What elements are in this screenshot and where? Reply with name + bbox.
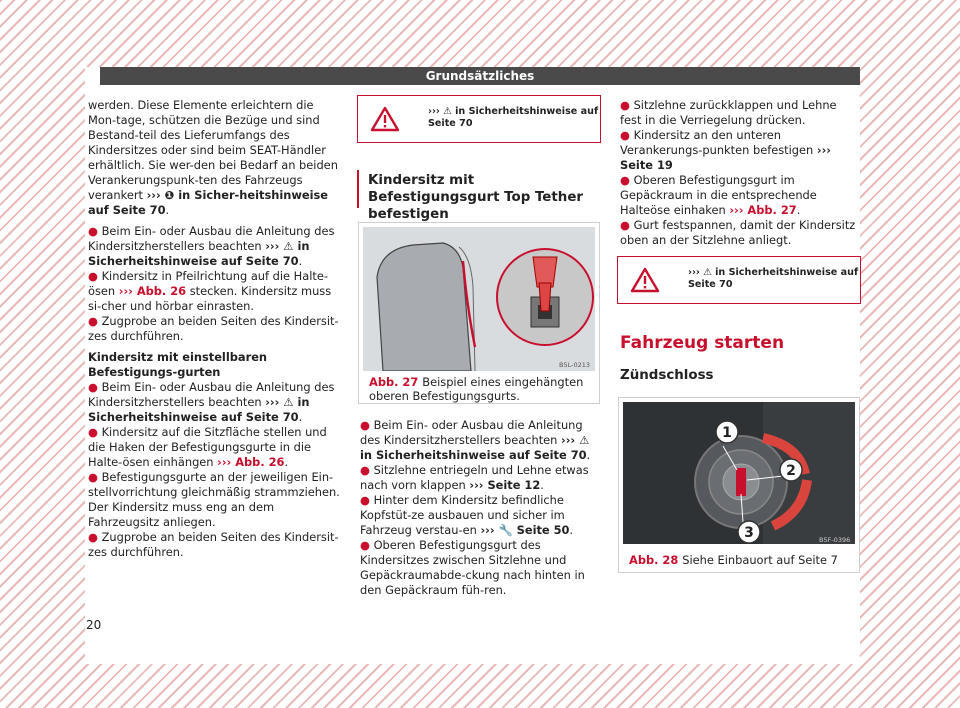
figure-reference[interactable]: ››› Abb. 26 xyxy=(118,284,187,298)
list-item-text: Kindersitz in Pfeilrichtung auf die Halte-ösen xyxy=(88,269,328,298)
page-number: 20 xyxy=(86,618,102,632)
chapter-heading: Fahrzeug starten xyxy=(620,333,785,353)
section-header: Grundsätzliches xyxy=(100,67,860,85)
section-heading: Kindersitz mit Befestigungsgurt Top Tether befestigen xyxy=(368,173,584,222)
ignition-lock-illustration xyxy=(623,402,855,544)
warning-text-line: Seite 70 xyxy=(688,279,733,290)
paragraph-text: werden. Diese Elemente erleichtern die Mon-tage, schützen die Bezüge und sind Bestand-teil des Lieferumfangs des Kindersitzes oder sind beim SEAT-Händler erhältlich. Sie wer-den bei Bedarf an beiden Verankerungspunk-ten des Fahrzeugs verankert xyxy=(88,98,338,202)
bullet-icon: ● xyxy=(88,269,98,283)
list-item xyxy=(88,314,340,344)
bullet-icon: ● xyxy=(620,218,630,232)
warning-text[interactable] xyxy=(428,106,598,130)
bullet-icon: ● xyxy=(88,314,98,328)
list-item: ● Kindersitz auf die Sitzfläche stellen und die Haken der Befestigungsgurte in die Halte-ösen einhängen ››› Abb. 26. xyxy=(88,425,327,469)
warning-text[interactable] xyxy=(688,267,858,291)
list-item-text: Beim Ein- oder Ausbau die Anleitung des Kindersitzherstellers beachten xyxy=(88,380,335,409)
bullet-icon: ● xyxy=(360,418,370,432)
cross-reference[interactable]: ››› Seite 19 xyxy=(620,143,831,172)
list-item: ● Sitzlehne entriegeln und Lehne etwas nach vorn klappen ››› Seite 12. xyxy=(360,463,589,492)
figure-caption xyxy=(369,375,591,403)
warning-text-line: ››› ⚠ in Sicherheitshinweise auf xyxy=(428,106,599,117)
figure-reference[interactable]: ››› Abb. 26 xyxy=(217,455,285,469)
bullet-icon: ● xyxy=(620,128,630,142)
list-item-text: Oberen Befestigungsgurt des Kindersitzes zwischen Sitzlehne und Gepäckraumabde-ckung nach hinten in den Gepäckraum füh-ren. xyxy=(360,538,585,597)
figure-caption-text: Beispiel eines eingehängten oberen Befestigungsgurts. xyxy=(369,375,584,403)
figure-28 xyxy=(618,397,860,573)
list-item-text: Hinter dem Kindersitz befindliche Kopfstüt-ze ausbauen und sicher im Fahrzeug verstau-en xyxy=(360,493,565,537)
callout-1: 1 xyxy=(722,425,732,441)
figure-caption-text: Siehe Einbauort auf Seite 7 xyxy=(682,553,838,567)
list-item-text: Kindersitz an den unteren Verankerungs-punkten befestigen xyxy=(620,128,814,157)
subheading: Kindersitz mit einstellbaren Befestigungs-gurten xyxy=(88,350,268,379)
list-item: ● Oberen Befestigungsgurt im Gepäckraum in die entsprechende Halteöse einhaken ››› Abb. 27. xyxy=(620,173,817,217)
section-heading: Zündschloss xyxy=(620,368,714,383)
bullet-icon: ● xyxy=(360,493,370,507)
paragraph: werden. Diese Elemente erleichtern die Mon-tage, schützen die Bezüge und sind Bestand-teil des Lieferumfangs des Kindersitzes oder sind beim SEAT-Händler erhältlich. Sie wer-den bei Bedarf an beiden Verankerungspunk-ten des Fahrzeugs verankert ››› ❶ in Sicher-heitshinweise auf Seite 70. xyxy=(88,98,338,217)
list-item-text: Zugprobe an beiden Seiten des Kindersit-zes durchführen. xyxy=(88,314,339,343)
warning-box xyxy=(357,95,601,143)
figure-code: B5F-0396 xyxy=(819,536,851,544)
cross-reference[interactable]: ››› ⚠ in Sicherheitshinweise auf Seite 70 xyxy=(88,239,310,268)
child-seat-tether-illustration xyxy=(363,227,595,371)
bullet-icon: ● xyxy=(620,173,630,187)
bullet-icon: ● xyxy=(88,425,98,439)
bullet-icon: ● xyxy=(620,98,630,112)
list-item-text: Beim Ein- oder Ausbau die Anleitung des Kindersitzherstellers beachten xyxy=(360,418,583,447)
list-item-text: Beim Ein- oder Ausbau die Anleitung des Kindersitzherstellers beachten xyxy=(88,224,335,253)
list-item xyxy=(620,98,858,128)
bullet-icon: ● xyxy=(360,538,370,552)
bullet-icon: ● xyxy=(88,380,98,394)
bullet-icon: ● xyxy=(88,470,98,484)
bullet-icon: ● xyxy=(88,530,98,544)
middle-column-text xyxy=(360,418,600,598)
warning-triangle-icon xyxy=(630,267,660,293)
cross-reference[interactable]: ››› ⚠ in Sicherheitshinweise auf Seite 70 xyxy=(88,395,310,424)
left-column xyxy=(88,98,340,560)
list-item: ● Beim Ein- oder Ausbau die Anleitung des Kindersitzherstellers beachten ››› ⚠ in Sicherheitshinweise auf Seite 70. xyxy=(88,380,335,424)
list-item xyxy=(88,470,340,530)
callout-3: 3 xyxy=(744,525,754,541)
figure-code: B5L-0213 xyxy=(559,361,590,369)
heading-accent-bar xyxy=(357,170,359,208)
list-item-text: Befestigungsgurte an der jeweiligen Ein-stellvorrichtung gleichmäßig strammziehen. Der Kindersitz muss eng an dem Fahrzeugsitz anliegen. xyxy=(88,470,340,529)
list-item-text: Kindersitz auf die Sitzfläche stellen und die Haken der Befestigungsgurte in die Halte-ösen einhängen xyxy=(88,425,327,469)
list-item-text: Zugprobe an beiden Seiten des Kindersit-zes durchführen. xyxy=(88,530,339,559)
list-item-text: Gurt festspannen, damit der Kindersitz oben an der Sitzlehne anliegt. xyxy=(620,218,856,247)
list-item xyxy=(620,218,858,248)
figure-27 xyxy=(358,222,600,404)
warning-text-line: ››› ⚠ in Sicherheitshinweise auf xyxy=(688,267,859,278)
bullet-icon: ● xyxy=(360,463,370,477)
list-item-text: stecken. Kindersitz muss si-cher und hörbar einrasten. xyxy=(88,284,332,313)
warning-triangle-icon xyxy=(370,106,400,132)
bullet-icon: ● xyxy=(88,224,98,238)
warning-text-line: Seite 70 xyxy=(428,118,473,129)
warning-box xyxy=(617,256,861,304)
list-item: ● Beim Ein- oder Ausbau die Anleitung des Kindersitzherstellers beachten ››› ⚠ in Sicherheitshinweise auf Seite 70. xyxy=(360,418,591,462)
cross-reference[interactable]: ››› ⚠ in Sicherheitshinweise auf Seite 70 xyxy=(360,433,590,462)
list-item xyxy=(88,269,340,314)
figure-label: Abb. 27 xyxy=(369,375,419,389)
cross-reference[interactable]: ››› ❶ in Sicher-heitshinweise auf Seite 70 xyxy=(88,188,329,217)
list-item: ● Beim Ein- oder Ausbau die Anleitung des Kindersitzherstellers beachten ››› ⚠ in Sicherheitshinweise auf Seite 70. xyxy=(88,224,335,268)
callout-2: 2 xyxy=(786,463,796,479)
cross-reference[interactable]: ››› Seite 12 xyxy=(469,478,541,492)
figure-reference[interactable]: ››› Abb. 27 xyxy=(729,203,797,217)
figure-caption xyxy=(629,553,851,567)
list-item xyxy=(88,530,340,560)
list-item: ● Hinter dem Kindersitz befindliche Kopfstüt-ze ausbauen und sicher im Fahrzeug verstau-en ››› 🔧 Seite 50. xyxy=(360,493,574,537)
list-item-text: Oberen Befestigungsgurt im Gepäckraum in die entsprechende Halteöse einhaken xyxy=(620,173,817,217)
list-item-text: Sitzlehne entriegeln und Lehne etwas nach vorn klappen xyxy=(360,463,589,492)
figure-label: Abb. 28 xyxy=(629,553,679,567)
list-item xyxy=(360,538,600,598)
list-item-text: Sitzlehne zurückklappen und Lehne fest in die Verriegelung drücken. xyxy=(620,98,837,127)
cross-reference[interactable]: ››› 🔧 Seite 50 xyxy=(480,523,570,537)
list-item xyxy=(620,128,858,173)
right-column-text xyxy=(620,98,858,248)
